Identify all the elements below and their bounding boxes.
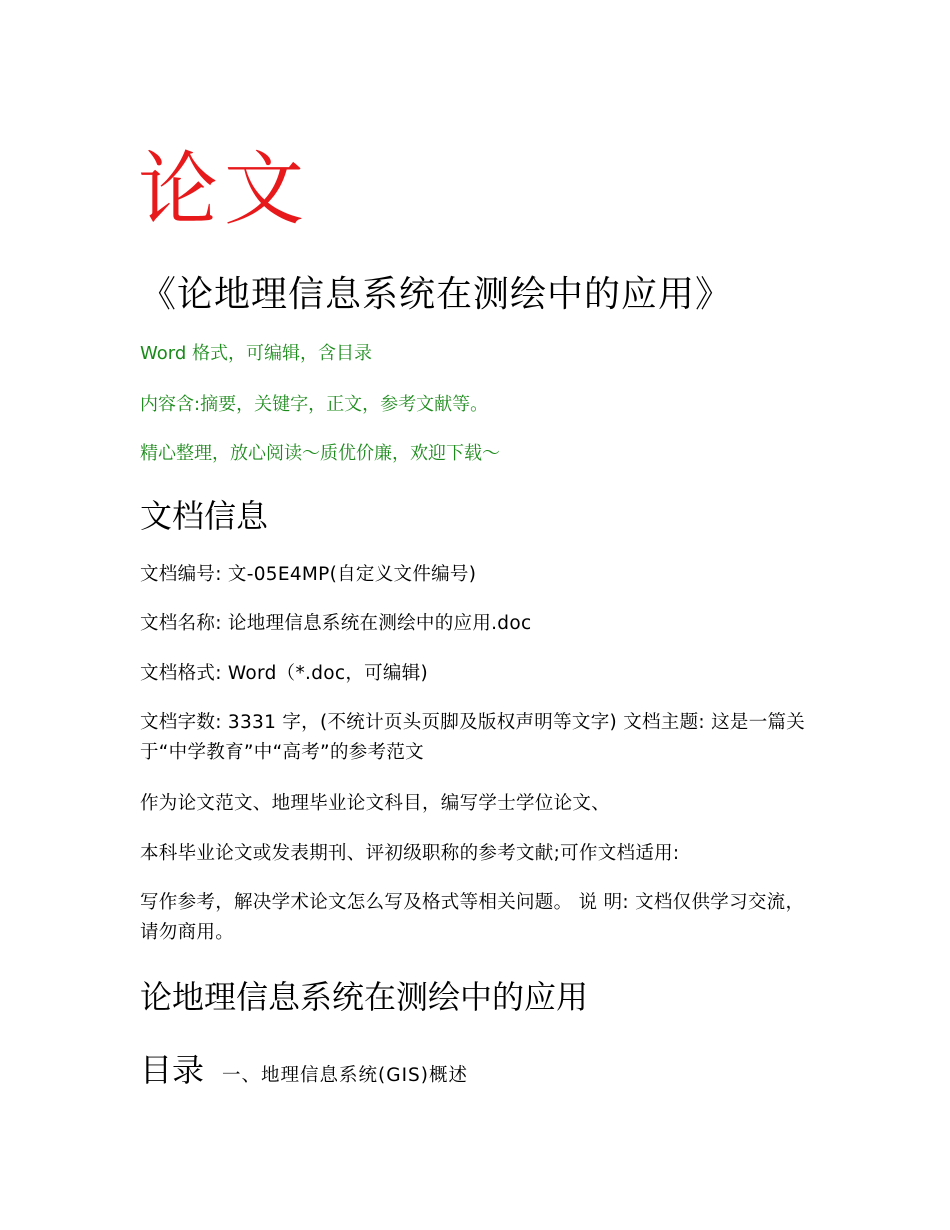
content-note: 内容含:摘要，关键字，正文，参考文献等。 xyxy=(140,394,489,415)
document-title: 《论地理信息系统在测绘中的应用》 xyxy=(140,274,733,315)
doc-usage-line-3: 写作参考，解决学术论文怎么写及格式等相关问题。 说 明: 文档仅供学习交流，请勿商用。 xyxy=(140,892,805,943)
doc-wordcount-topic: 文档字数: 3331 字，(不统计页头页脚及版权声明等文字) 文档主题: 这是一篇关于“中学教育”中“高考”的参考范文 xyxy=(140,712,806,763)
doc-name: 文档名称: 论地理信息系统在测绘中的应用.doc xyxy=(140,613,532,634)
cover-big-title: 论文 xyxy=(138,143,310,236)
doc-number: 文档编号: 文-05E4MP(自定义文件编号) xyxy=(140,564,477,585)
format-note: Word 格式，可编辑，含目录 xyxy=(140,343,372,364)
doc-usage-line-1: 作为论文范文、地理毕业论文科目，编写学士学位论文、 xyxy=(140,793,611,814)
table-of-contents xyxy=(140,1048,468,1092)
toc-label: 目录 xyxy=(140,1051,205,1089)
doc-usage-line-2: 本科毕业论文或发表期刊、评初级职称的参考文献;可作文档适用: xyxy=(140,843,680,864)
doc-info-heading: 文档信息 xyxy=(140,497,269,535)
body-heading: 论地理信息系统在测绘中的应用 xyxy=(140,978,589,1016)
toc-item[interactable]: 一、地理信息系统(GIS)概述 xyxy=(222,1065,468,1086)
doc-format: 文档格式: Word（*.doc，可编辑) xyxy=(140,663,429,684)
download-note: 精心整理，放心阅读～质优价廉，欢迎下载～ xyxy=(140,443,500,464)
